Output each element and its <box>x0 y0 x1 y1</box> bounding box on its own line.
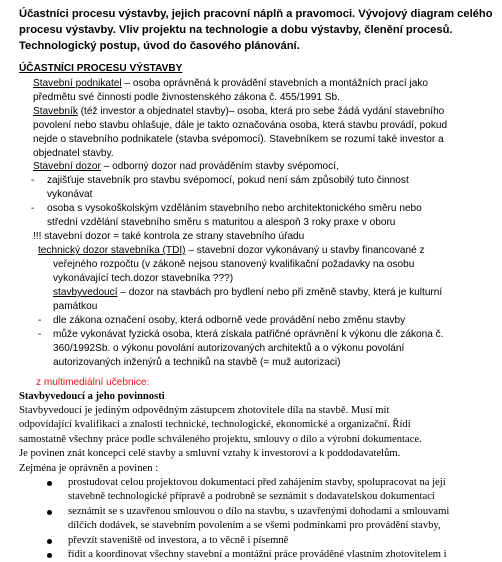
multimedia-label: z multimediální učebnice: <box>36 377 150 388</box>
text-line: Stavbyvedoucí je jediným odpovědným zástupcem zhotovitele díla na stavbě. Musí mít <box>19 405 390 416</box>
bullet-icon <box>47 539 52 544</box>
text-line: zajišťuje stavebník pro stavbu svépomocí, pokud není sám způsobilý tuto činnost <box>47 175 409 186</box>
dash-marker: - <box>31 175 35 186</box>
text-line: může vykonávat fyzická osoba, která získala patřičné oprávnění k výkonu dle zákona č. <box>53 329 444 340</box>
term-stavebnik: Stavebník <box>33 106 78 117</box>
text-line: samostatně všechny práce podle schváleného projektu, smlouvy o dílo a výrobní dokumentace. <box>19 433 422 445</box>
multimedia-bullet <box>68 505 449 534</box>
text-line: vykonávat <box>47 189 93 200</box>
dash-marker: - <box>38 329 42 340</box>
multimedia-paragraph <box>19 404 422 462</box>
text-line: povolení nebo stavbu ohlašuje, dále je takto označována osoba, která stavbu provádí, pokud <box>33 120 448 131</box>
heading-line: Technologický postup, úvod do časového plánování. <box>19 40 300 52</box>
stavbyvedouci-item <box>53 328 444 370</box>
term-podnikatel: Stavební podnikatel <box>33 78 122 89</box>
text-line: dílčích dodávek, se stavebním povolením a se všemi podmínkami pro provádění stavby, <box>68 520 441 532</box>
text-line: objednatel stavby. <box>33 148 114 159</box>
dozor-item <box>47 174 409 202</box>
dozor-note: !!! stavební dozor = také kontrola ze strany stavebního úřadu <box>33 231 305 242</box>
bullet-icon <box>47 510 52 515</box>
text-line: prostudovat celou projektovou dokumentaci před zahájením stavby, spolupracovat na její <box>68 477 446 488</box>
heading-line: procesu výstavby. Vliv projektu na technologie a dobu výstavby, členění procesů. <box>19 24 453 36</box>
multimedia-bullet <box>68 534 288 548</box>
text-line: seznámit se s uzavřenou smlouvou o dílo na stavbu, s uzavřenými dohodami a smlouvami <box>68 506 450 517</box>
text-line: vykonávající tech.dozor stavebníka ???) <box>53 273 234 284</box>
term-stavbyvedouci: stavbyvedoucí <box>53 287 118 298</box>
multimedia-intro: Zejména je oprávněn a povinen : <box>19 463 159 474</box>
dash-marker: - <box>31 203 35 214</box>
text-line: – dozor na stavbách pro bydlení nebo při změně stavby, která je kulturní <box>117 287 443 298</box>
text-line: řídit a koordinovat všechny stavební a montážní práce prováděné vlastním zhotovitelem i <box>68 549 447 560</box>
term-dozor: Stavební dozor <box>33 161 101 172</box>
text-line: – odborný dozor nad prováděním stavby svépomocí, <box>100 161 339 172</box>
dozor-item <box>47 202 422 230</box>
stavbyvedouci-item <box>53 314 405 328</box>
document-heading <box>19 6 493 54</box>
paragraph-podnikatel <box>33 77 428 105</box>
text-line: památkou <box>53 301 98 312</box>
paragraph-tdi <box>38 244 425 286</box>
section-title: ÚČASTNÍCI PROCESU VÝSTAVBY <box>19 63 183 74</box>
bullet-icon <box>47 481 52 486</box>
paragraph-dozor <box>33 160 339 174</box>
multimedia-bullet <box>68 548 447 562</box>
text-line: (též investor a objednatel stavby)– osoba, která pro sebe žádá vydání stavebního <box>77 106 445 117</box>
text-line: – stavební dozor vykonávaný u stavby financované z <box>185 245 425 256</box>
text-line: převzít staveniště od investora, a to věcně i písemně <box>68 535 289 546</box>
text-line: odpovídající kvalifikaci a znalosti technické, technologické, ekonomické a organizační. Řídí <box>19 419 411 431</box>
text-line: dle zákona označení osoby, která odborně vede provádění nebo změnu stavby <box>53 315 406 326</box>
dash-marker: - <box>38 315 42 326</box>
text-line: – osoba oprávněná k provádění stavebních a montážních prací jako <box>121 78 429 89</box>
text-line: stavebně technologické přípravě a podrobně se seznámit s dodavatelskou dokumentací <box>68 491 435 503</box>
multimedia-title: Stavbyvedoucí a jeho povinnosti <box>19 391 165 402</box>
heading-line: Účastníci procesu výstavby, jejich pracovní náplň a pravomoci. Vývojový diagram celého <box>19 8 493 20</box>
text-line: osoba s vysokoškolským vzděláním stavebního nebo architektonického směru nebo <box>47 203 422 214</box>
text-line: nejde o stavebního podnikatele (stavba svépomocí). Stavebníkem se rozumí také investor a <box>33 134 444 145</box>
paragraph-stavbyvedouci <box>53 286 442 314</box>
text-line: střední vzdělání stavebního směru s maturitou a alespoň 3 roky praxe v oboru <box>47 217 396 228</box>
text-line: předmětu své činnosti podle živnostenského zákona č. 455/1991 Sb. <box>33 92 340 103</box>
paragraph-stavebnik <box>33 105 447 161</box>
text-line: autorizovaných inženýrů a techniků na stavbě (= muž autorizaci) <box>53 357 341 368</box>
text-line: Je povinen znát koncepci celé stavby a smluvní vztahy k investorovi a k poddodavatelům. <box>19 448 401 460</box>
multimedia-bullet <box>68 476 446 505</box>
text-line: 360/1992Sb. o výkonu povolání autorizovaných architektů a o výkonu povolání <box>53 343 405 354</box>
text-line: veřejného rozpočtu (v zákoně nejsou stanovený kvalifikační požadavky na osobu <box>53 259 415 270</box>
term-tdi: technický dozor stavebníka (TDI) <box>38 245 186 256</box>
